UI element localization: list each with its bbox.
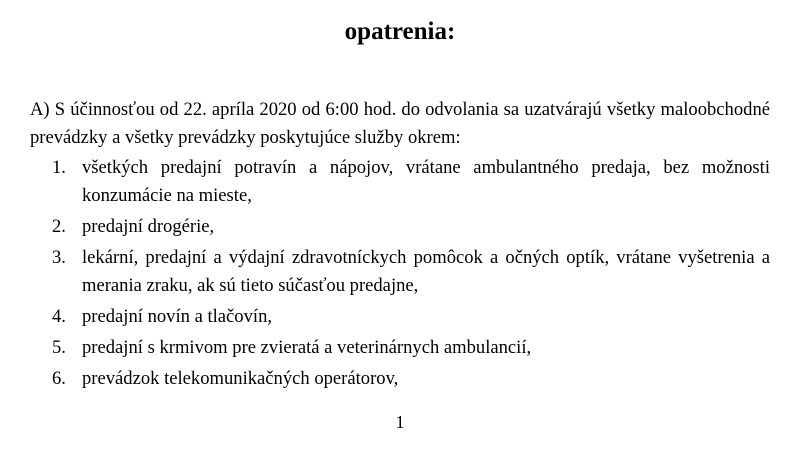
list-item-number: 2. xyxy=(52,216,66,237)
list-item xyxy=(52,334,770,362)
list-item-text: prevádzok telekomunikačných operátorov, xyxy=(82,368,399,389)
page-number: 1 xyxy=(395,412,405,432)
list-item xyxy=(52,244,770,300)
list-item-text: predajní novín a tlačovín, xyxy=(82,306,273,327)
list-item-number: 4. xyxy=(52,306,66,327)
list-item-text: predajní s krmivom pre zvieratá a veterinárnych ambulancií, xyxy=(82,337,532,358)
list-item xyxy=(52,213,770,241)
list-item-text: predajní drogérie, xyxy=(82,216,215,237)
list-item-number: 5. xyxy=(52,337,66,358)
exceptions-list xyxy=(52,154,770,396)
section-a-paragraph: A) S účinnosťou od 22. apríla 2020 od 6:00 hod. do odvolania sa uzatvárajú všetky maloobchodné prevádzky a všetky prevádzky poskytujúce služby okrem: xyxy=(30,99,770,148)
list-item-text: všetkých predajní potravín a nápojov, vrátane ambulantného predaja, bez možnosti konzumácie na mieste, xyxy=(82,157,770,206)
list-item xyxy=(52,154,770,210)
list-item-number: 1. xyxy=(52,157,66,178)
list-item xyxy=(52,303,770,331)
list-item-text: lekární, predajní a výdajní zdravotníckych pomôcok a očných optík, vrátane vyšetrenia a merania zraku, ak sú tieto súčasťou predajne, xyxy=(82,247,770,296)
document-title: opatrenia: xyxy=(344,18,456,45)
list-item xyxy=(52,365,770,393)
list-item-number: 3. xyxy=(52,247,66,268)
list-item-number: 6. xyxy=(52,368,66,389)
